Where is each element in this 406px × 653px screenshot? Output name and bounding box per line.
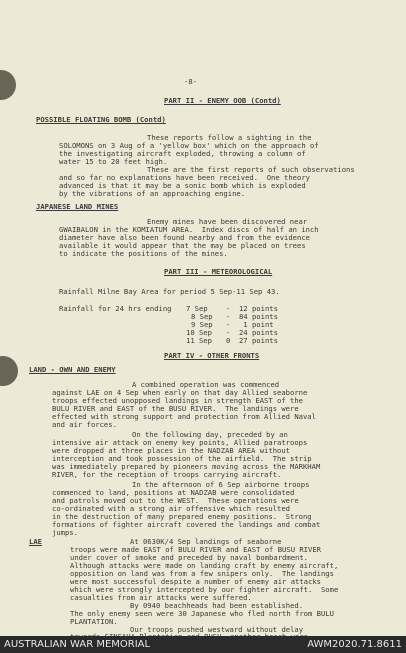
paragraph-line: against LAE on 4 Sep when early on that day Allied seaborne: [52, 388, 308, 397]
paragraph-line: opposition on land was from a few snipers only. The landings: [70, 569, 334, 578]
part3-heading: PART III - METEOROLOGICAL: [164, 267, 273, 276]
paragraph-line: troops effected unopposed landings in strength EAST of the: [52, 396, 303, 405]
part4-heading: PART IV - OTHER FRONTS: [164, 351, 260, 360]
floating-bomb-heading: POSSIBLE FLOATING BOMB (Contd): [36, 115, 166, 124]
paragraph-line: and patrols moved out to the WEST. These operations were: [52, 496, 299, 505]
paragraph-line: and air forces.: [52, 420, 117, 429]
paragraph-line: By 0940 beachheads had been established.: [130, 601, 304, 610]
rainfall-date: 8 Sep: [191, 312, 213, 321]
paragraph-line: In the afternoon of 6 Sep airborne troops: [132, 480, 310, 489]
paragraph-line: The only enemy seen were 30 Japanese who fled north from BULU: [70, 609, 334, 618]
paragraph-line: These reports follow a sighting in the: [147, 133, 312, 142]
paragraph-line: These are the first reports of such observations: [147, 165, 355, 174]
land-mines-heading: JAPANESE LAND MINES: [36, 202, 119, 211]
paragraph-line: available it would appear that the may be placed on trees: [59, 241, 306, 250]
paragraph-line: Enemy mines have been discovered near: [147, 217, 308, 226]
paragraph-line: co-ordinated with a strong air offensive which resulted: [52, 504, 290, 513]
paragraph-line: PLANTATION.: [70, 617, 118, 626]
paragraph-line: troops were made EAST of BULU RIVER and EAST of BUSU RIVER: [70, 545, 321, 554]
punch-hole: [0, 70, 16, 100]
paragraph-line: in the destruction of many prepared enemy positions. Strong: [52, 512, 312, 521]
land-heading: LAND - OWN AND ENEMY: [29, 365, 116, 374]
paragraph-line: casualties from air attacks were suffered.: [70, 593, 252, 602]
rainfall-value: - 12 points: [226, 304, 278, 313]
paragraph-line: GWAIBALON in the KOMIATUM AREA. Index discs of half an inch: [59, 225, 319, 234]
paragraph-line: intensive air attack on enemy key points, Allied paratroops: [52, 438, 308, 447]
archive-footer: [0, 636, 406, 653]
paragraph-line: which were strongly intercepted by our fighter aircraft. Some: [70, 585, 339, 594]
paragraph-line: BULU RIVER and EAST of the BUSU RIVER. The landings were: [52, 404, 299, 413]
lae-heading: LAE: [29, 537, 42, 546]
paragraph-line: effected with strong support and protection from Allied Naval: [52, 412, 316, 421]
rainfall-date: 7 Sep: [186, 304, 208, 313]
paragraph-line: under cover of smoke and preceded by naval bombardment.: [70, 553, 308, 562]
punch-hole: [0, 356, 18, 386]
rainfall-period: Rainfall Milne Bay Area for period 5 Sep-11 Sep 43.: [59, 287, 280, 296]
paragraph-line: water 15 to 20 feet high.: [59, 157, 168, 166]
paragraph-line: were dropped at three places in the NADZAB AREA without: [52, 446, 290, 455]
paragraph-line: interception and took possession of the airfield. The strip: [52, 454, 312, 463]
footer-source: AUSTRALIAN WAR MEMORIAL: [4, 639, 151, 650]
page-number: -8-: [184, 77, 197, 86]
paragraph-line: and so far no explanations have been received. One theory: [59, 173, 310, 182]
paragraph-line: by the vibrations of an approaching engine.: [59, 189, 246, 198]
paragraph-line: commenced to land, positions at NADZAB were consolidated: [52, 488, 295, 497]
paragraph-line: SOLOMONS on 3 Aug of a 'yellow box' which on the approach of: [59, 141, 319, 150]
paragraph-line: advanced is that it may be a sonic bomb which is exploded: [59, 181, 306, 190]
rainfall-value: - 1 point: [226, 320, 274, 329]
paragraph-line: the investigating aircraft exploded, throwing a column of: [59, 149, 306, 158]
rainfall-value: - 84 points: [226, 312, 278, 321]
rainfall-value: - 24 points: [226, 328, 278, 337]
part2-heading: PART II - ENEMY OOB (Contd): [164, 96, 281, 105]
paragraph-line: Our troops pushed westward without delay: [130, 625, 304, 634]
paragraph-line: Although attacks were made on landing craft by enemy aircraft,: [70, 561, 339, 570]
paragraph-line: were most successful despite a number of enemy air attacks: [70, 577, 321, 586]
paragraph-line: At 0630K/4 Sep landings of seaborne: [130, 537, 282, 546]
rainfall-intro: Rainfall for 24 hrs ending: [59, 304, 172, 313]
paragraph-line: to indicate the positions of the mines.: [59, 249, 228, 258]
paragraph-line: On the following day, preceded by an: [132, 430, 288, 439]
rainfall-date: 10 Sep: [186, 328, 212, 337]
paragraph-line: formations of fighter aircraft covered the landings and combat: [52, 520, 321, 529]
rainfall-value: 0 27 points: [226, 336, 278, 345]
paragraph-line: diameter have also been found nearby and from the evidence: [59, 233, 310, 242]
paragraph-line: jumps.: [52, 528, 78, 537]
rainfall-date: 11 Sep: [186, 336, 212, 345]
paragraph-line: A combined operation was commenced: [132, 380, 280, 389]
rainfall-date: 9 Sep: [191, 320, 213, 329]
footer-id: AWM2020.71.8611: [307, 639, 402, 650]
paragraph-line: was immediately prepared by pioneers moving across the MARKHAM: [52, 462, 321, 471]
paragraph-line: RIVER, for the reception of troops carrying aircraft.: [52, 470, 282, 479]
